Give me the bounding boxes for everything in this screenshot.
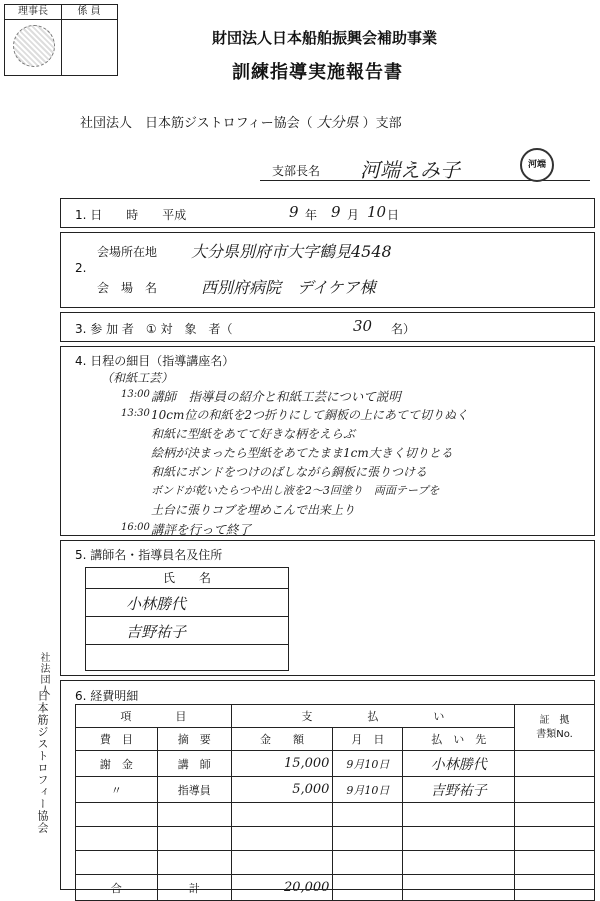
participants-label: 3. 参 加 者 ① 対 象 者（: [75, 322, 233, 336]
schedule-subtitle: （和紙工芸）: [101, 371, 174, 385]
instructor-row: [86, 617, 288, 645]
stamp-label-director: 理事長: [5, 5, 62, 20]
instructors-label: 5. 講師名・指導員名及住所: [75, 548, 223, 562]
schedule-text: 和紙にボンドをつけのばしながら銅板に張りつける: [151, 465, 428, 479]
head-proof: [515, 705, 595, 751]
schedule-row: [61, 444, 594, 463]
schedule-time: 13:30: [121, 408, 150, 419]
expense-table: [75, 704, 595, 901]
total-label-1: 合: [76, 875, 158, 901]
expense-payee: 吉野祐子: [403, 777, 515, 803]
date-day: 10: [367, 203, 387, 221]
participants-unit: 名）: [391, 322, 416, 336]
head-payment: 支 払 い: [231, 705, 514, 728]
org-suffix: ）支部: [362, 116, 402, 131]
expense-row-empty: [76, 851, 595, 875]
expense-summary: 指導員: [157, 777, 231, 803]
date-label: 1. 日 時 平成: [75, 208, 187, 222]
schedule-text: 絵柄が決まったら型紙をあてたまま1cm大きく切りとる: [151, 446, 453, 460]
schedule-time: 13:00: [121, 389, 150, 400]
schedule-text: ボンドが乾いたらつや出し液を2〜3回塗り 両面テープを: [151, 484, 440, 497]
date-year-unit: 年: [305, 208, 318, 222]
side-org-name: 日本筋ジストロフィー協会: [36, 690, 49, 834]
schedule-time: 16:00: [121, 522, 150, 533]
head-item: 項 目: [76, 705, 232, 728]
date-month: 9: [331, 203, 341, 221]
schedule-text: 講評を行って終了: [151, 522, 252, 537]
total-amount: 20,000: [231, 875, 333, 901]
head-proof-no: 書類No.: [536, 728, 573, 740]
venue-address-value: 大分県別府市大字鶴見4548: [191, 242, 392, 261]
stamp-label-staff: 係 員: [61, 5, 117, 20]
schedule-row: [61, 406, 594, 425]
venue-address-label: 会場所在地: [97, 245, 158, 259]
schedule-label: 4. 日程の細目（指導講座名）: [75, 354, 235, 368]
head-payee: 払 い 先: [403, 728, 515, 751]
org-branch-value: 大分県: [316, 115, 359, 131]
org-prefix: 社団法人 日本筋ジストロフィー協会（: [80, 116, 313, 131]
schedule-row: [61, 520, 594, 539]
expense-payee: 小林勝代: [403, 751, 515, 777]
org-line: [80, 112, 402, 132]
date-day-unit: 日: [387, 208, 400, 222]
expense-date: 9月10日: [333, 751, 403, 777]
total-label-2: 計: [157, 875, 231, 901]
venue-name-value: 西別府病院 デイケア棟: [201, 278, 376, 297]
expense-cost: 〃: [76, 777, 158, 803]
expense-row: [76, 777, 595, 803]
schedule-row: [61, 482, 594, 501]
schedule-row: [61, 387, 594, 406]
instructor-row: [86, 589, 288, 617]
instructor-name: 小林勝代: [126, 595, 187, 613]
head-amount: 金 額: [231, 728, 333, 751]
branch-head-name: 河端えみ子: [360, 158, 460, 182]
header-subsidy-line: 財団法人日本船舶振興会補助事業: [212, 29, 438, 47]
expense-row-empty: [76, 827, 595, 851]
expense-summary: 講 師: [157, 751, 231, 777]
schedule-text: 和紙に型紙をあてて好きな柄をえらぶ: [151, 427, 356, 441]
venue-number: 2.: [75, 261, 87, 275]
date-month-unit: 月: [347, 208, 360, 222]
participants-count: 30: [353, 317, 373, 335]
expense-proof: [515, 751, 595, 777]
head-summary: 摘 要: [157, 728, 231, 751]
instructor-row-empty: [86, 645, 288, 672]
schedule-row: [61, 425, 594, 444]
approval-stamp-box: [4, 4, 118, 76]
expense-amount: 15,000: [231, 751, 333, 777]
schedule-row: [61, 501, 594, 520]
section-schedule: [60, 346, 595, 536]
seal-text: 河端: [527, 160, 546, 170]
section-participants: [60, 312, 595, 342]
schedule-text: 10cm位の和紙を2つ折りにして銅板の上にあてて切りぬく: [151, 408, 469, 422]
schedule-text: 講師 指導員の紹介と和紙工芸について説明: [151, 389, 401, 404]
expenses-label: 6. 経費明細: [75, 689, 139, 703]
section-date: [60, 198, 595, 228]
schedule-text: 土台に張りコブを埋めこんで出来上り: [151, 503, 356, 517]
expense-cost: 謝 金: [76, 751, 158, 777]
section-instructors: [60, 540, 595, 676]
head-proof-top: 証 拠: [539, 714, 570, 726]
head-date: 月 日: [333, 728, 403, 751]
expense-total-row: [76, 875, 595, 901]
expense-amount: 5,000: [231, 777, 333, 803]
schedule-row: [61, 463, 594, 482]
expense-row: [76, 751, 595, 777]
venue-name-label: 会 場 名: [97, 281, 158, 295]
expense-proof: [515, 777, 595, 803]
head-cost: 費 目: [76, 728, 158, 751]
date-year: 9: [289, 203, 299, 221]
section-venue: [60, 232, 595, 308]
instructors-table: [85, 567, 289, 671]
instructors-col-header: 氏 名: [86, 568, 288, 589]
page-title: 訓練指導実施報告書: [232, 62, 403, 83]
branch-head-label: 支部長名: [272, 164, 321, 178]
expense-date: 9月10日: [333, 777, 403, 803]
director-seal-mark: [13, 25, 55, 67]
instructor-name: 吉野祐子: [126, 623, 187, 641]
side-org-prefix: 社法団人: [38, 652, 49, 696]
branch-head-seal: [520, 148, 554, 182]
expense-row-empty: [76, 803, 595, 827]
